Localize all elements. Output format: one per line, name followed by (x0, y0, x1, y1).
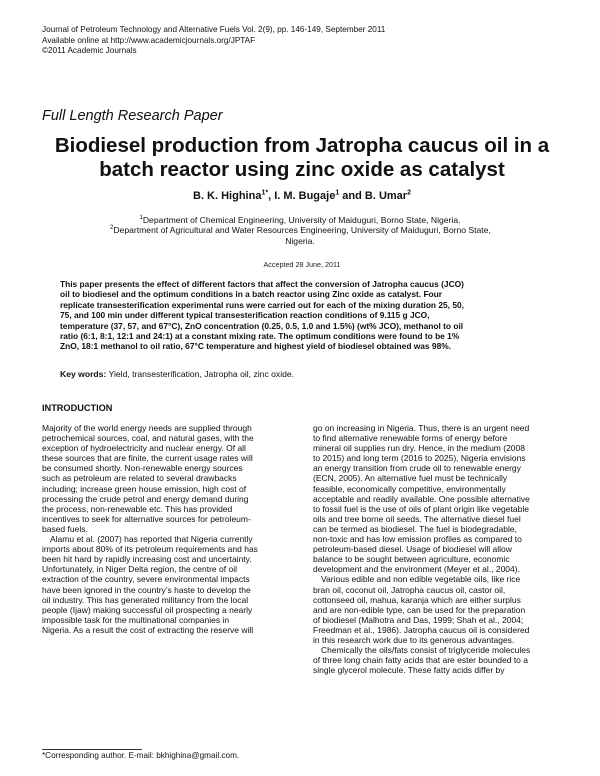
body-line: to 2015) and long term (2016 to 2025), Nigeria envisions (313, 453, 526, 464)
body-line: including; increase green house emission, high cost of (42, 483, 247, 494)
abstract-line: ratio (6:1, 8:1, 12:1 and 24:1) at a constant mixing rate. The optimum conditions were found to be 1% (60, 331, 460, 342)
affiliation-1: $^1$Department of Chemical Engineering, University of Maiduguri, Borno State, Nigeria. (139, 215, 461, 225)
author-2: I. M. Bugaje (274, 190, 336, 202)
body-line: feasible, economically competitive, environmentally (313, 483, 506, 494)
body-line: processing the crude petrol and energy demand during (42, 493, 249, 504)
affiliation-2-continued: Nigeria. (285, 235, 315, 246)
body-line: can be termed as biodiesel. The fuel is biodegradable, (313, 523, 517, 534)
body-line: bran oil, coconut oil, Jatropha caucus oil, castor oil, (313, 584, 506, 595)
body-line: based fuels. (42, 523, 88, 534)
author-2-marker: 1 (335, 189, 340, 197)
body-line: Majority of the world energy needs are supplied through (42, 423, 252, 433)
affiliation-2: $^2$Department of Agricultural and Water Resources Engineering, University of Maiduguri, Borno State, (110, 225, 491, 236)
abstract-line: 75, and 100 min under different typical transesterification reaction conditions of 9.115 g JCO, (60, 310, 430, 321)
article-type: Full Length Research Paper (42, 108, 223, 124)
author-list (42, 190, 562, 202)
body-line: petroleum-based diesel. Usage of biodiesel will allow (313, 544, 512, 555)
right-column (313, 423, 571, 675)
body-line: oil industry. This has generated militancy from the local (42, 594, 249, 605)
abstract (60, 279, 544, 352)
body-line: Various edible and non edible vegetable oils, like rice (321, 574, 521, 585)
body-line: impossible task for the multinational companies in (42, 614, 230, 625)
author-1: B. K. Highina (193, 190, 262, 202)
body-line: Unfortunately, in Niger Delta region, the centre of oil (42, 564, 237, 575)
body-line: petrochemical sources, coal, and natural gases, with the (42, 433, 254, 444)
body-line: oils and tree borne oil seeds. The alternative diesel fuel (313, 513, 521, 524)
body-line: imports about 80% of its petroleum requirements and has (42, 544, 258, 555)
body-line: single glycerol molecule. These fatty acids differ by (313, 665, 505, 676)
body-line: non-toxic and has low emission profiles as compared to (313, 534, 522, 545)
body-line: Alamu et al. (2007) has reported that Nigeria currently (50, 534, 253, 545)
body-line: extraction of the country, severe environmental impacts (42, 574, 250, 585)
body-line: an energy transition from crude oil to renewable energy (313, 463, 521, 474)
section-heading-introduction: INTRODUCTION (42, 403, 113, 413)
author-1-marker: 1* (261, 189, 269, 197)
abstract-line: oil to biodiesel and the optimum conditions in a batch reactor using Zinc oxide as catalyst. Four (60, 289, 443, 300)
keywords-label: Key words: (60, 369, 107, 379)
abstract-line: ZnO, 18:1 methanol to oil ratio, 67°C temperature and highest yield of biodiesel obtained was 98%. (60, 341, 452, 352)
left-column (42, 423, 298, 635)
keywords (60, 369, 294, 379)
paper-title (42, 134, 562, 182)
body-line: to find alternative renewable forms of energy before (313, 433, 508, 444)
body-line: development and the environment (Meyer et al., 2004). (313, 564, 520, 575)
body-line: of biodiesel (Malhotra and Das, 1999; Shah et al., 2004; (313, 614, 524, 625)
body-line: these sources that are finite, the current usage rates will (42, 453, 253, 464)
title-line-1: Biodiesel production from Jatropha caucus oil in a (54, 134, 550, 157)
author-separator: , (268, 190, 275, 202)
accepted-date: Accepted 28 June, 2011 (263, 260, 341, 269)
body-line: balance to be sought between agriculture, economic (313, 554, 510, 565)
body-line: Freedman et al., 1986). Jatropha caucus oil is considered (313, 624, 530, 635)
journal-header (42, 25, 385, 57)
body-line: mineral oil supplies run dry. Hence, in the medium (2008 (313, 443, 525, 454)
copyright-notice: ©2011 Academic Journals (42, 46, 137, 56)
body-line: such as petroleum are related to several drawbacks (42, 473, 237, 484)
title-line-2: batch reactor using zinc oxide as catalyst (99, 158, 505, 181)
body-line: have been ignored in the country’s haste to develop the (42, 584, 251, 595)
body-line: been hit hard by rapidly increasing cost and uncertainty. (42, 554, 252, 565)
author-3-marker: 2 (407, 189, 411, 197)
author-3: B. Umar (364, 190, 408, 202)
keywords-text: Yield, transesterification, Jatropha oil, zinc oxide. (106, 369, 295, 379)
body-line: and are non-edible type, can be used for the preparation (313, 604, 526, 615)
corresponding-author-footnote: *Corresponding author. E-mail: bkhighina@gmail.com. (42, 751, 240, 760)
body-line: the process, non-renewable etc. This has provided (42, 503, 233, 514)
abstract-line: temperature (37, 57, and 67°C), ZnO concentration (0.25, 0.5, 1.0 and 1.5%) (wt% JCO), methanol to oil (60, 320, 464, 331)
affiliations (110, 215, 490, 246)
body-line: incentives to seek for alternative sources for petroleum- (42, 513, 251, 524)
body-line: cottonseed oil, mahua, karanja which are either surplus (313, 594, 521, 605)
body-line: exception of hydroelectricity and nuclear energy. Of all (42, 443, 246, 454)
journal-citation: Journal of Petroleum Technology and Alternative Fuels Vol. 2(9), pp. 146-149, September 2011 (42, 25, 386, 34)
body-line: Nigeria. As a result the cost of extracting the reserve will (42, 624, 254, 635)
body-line: be consumed shortly. Non-renewable energy sources (42, 463, 243, 474)
body-line: acceptable and readily available. One possible alternative (313, 493, 530, 504)
online-availability[interactable]: Available online at http://www.academicjournals.org/JPTAF (42, 35, 256, 45)
author-separator: and (339, 190, 365, 202)
abstract-line: replicate transesterification experimental runs were carried out for each of the mixing duration 25, 50, (60, 299, 464, 310)
body-line: go on increasing in Nigeria. Thus, there is an urgent need (313, 423, 530, 433)
footnote-divider (42, 749, 142, 750)
body-line: in this research work due to its generous advantages. (313, 634, 515, 645)
body-line: to fossil fuel is the use of oils of plant origin like vegetable (313, 503, 529, 514)
body-line: (ECN, 2005). An alternative fuel must be technically (313, 473, 508, 484)
body-line: of three long chain fatty acids that are ester bounded to a (313, 655, 529, 666)
body-line: Chemically the oils/fats consist of triglyceride molecules (321, 645, 531, 656)
abstract-line: This paper presents the effect of different factors that affect the conversion of Jatropha caucus (JCO) (60, 279, 464, 289)
body-line: people (Ijaw) making successful oil prospecting a nearly (42, 604, 253, 615)
